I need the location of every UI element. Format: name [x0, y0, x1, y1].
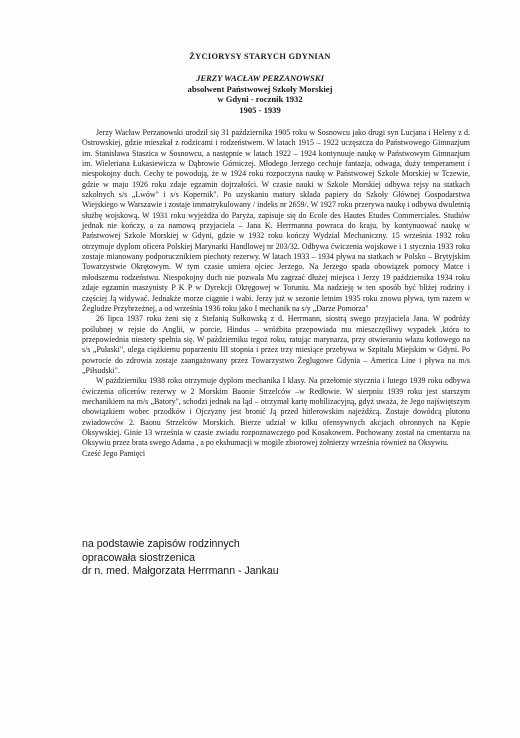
paragraph: 26 lipca 1937 roku żeni się z Stefanią Sułkowską z d. Herrmann, siostrą swego przyjaciela Jana. W podróży poślubnej w rejsie do Anglii, w porcie, Hindus – wróżbita przepowiada mu mieszczęśliwy wypadek ,która to przepowiednia niestety spełnia się. W październiku tegoż roku, ratując marynarza, przy otwieraniu włazu kotłowego na s/s „Pułaski", ulega ciężkiemu poparzeniu III stopnia i przez trzy miesiące przebywa w Szpitalu Miejskim w Gdyni. Po powrocie do zdrowia zostaje zaangażowany przez Towarzystwo Żeglugowe Gdynia – America Line i pływa na m/s „Piłsudski". [82, 314, 470, 375]
credit-line: dr n. med. Małgorzata Herrmann - Jankau [82, 565, 279, 578]
credit-line: na podstawie zapisów rodzinnych [82, 538, 240, 550]
credit-line: opracowała siostrzenica [82, 551, 196, 564]
biography-header [0, 73, 520, 115]
series-title: ŻYCIORYSY STARYCH GDYNIAN [189, 52, 331, 61]
person-name: JERZY WACŁAW PERZANOWSKI [196, 73, 324, 83]
header-line-1: absolwent Państwowej Szkoły Morskiej [187, 83, 333, 94]
author-credits [82, 538, 342, 579]
life-years: 1905 - 1939 [239, 104, 281, 115]
paragraph: Jerzy Wacław Perzanowski urodził się 31 października 1905 roku w Sosnowcu jako drugi syn Lucjana i Heleny z d. Ostrowskiej, gdzie mieszkał z rodzicami i rodzeństwem. W latach 1915 – 1922 uczęszcza do Państwowego Gimnazjum im. Stanisława Staszica w Sosnowcu, a następnie w latach 1922 – 1924 kontynuuje naukę w Państwowym Gimnazjum im. Wieleriana Łukasiewicza w Dąbrowie Górniczej. Młodego Jerzego cechuje fantazja, odwaga, duży temperament i niespokojny duch. Cechy te powodują, że w 1924 roku rozpoczyna naukę w Państwowej Szkole Morskiej w Tczewie, gdzie w maju 1926 roku zdaje egzamin dojrzałości. W czasie nauki w Szkole Morskiej odbywa rejsy na statkach szkolnych s/s „Lwów" i s/s Kopernik". Po uzyskaniu matury składa papiery do Szkoły Głównej Gospodarstwa Wiejskiego w Warszawie i zostaje immatrykulowany / indeks nr 2659/. W 1927 roku przerywa naukę i odbywa dwuletnią służbę wojskową. W 1931 roku wyjeżdża do Paryża, zapisuje się do Ecole des Hautes Etudes Commerciales. Studiów jednak nie kończy, a za namową przyjaciela – Jana K. Herrmanna powraca do kraju, by kontynuować naukę w Państwowej Szkole Morskiej w Gdyni, gdzie w 1932 roku kończy Wydział Mechaniczny. 15 września 1932 roku otrzymuje dyplom oficera Polskiej Marynarki Handlowej nr 203/32. Odbywa ćwiczenia wojskowe i 1 stycznia 1933 roku zostaje mianowany podporucznikiem piechoty rezerwy. W latach 1933 – 1934 pływa na statkach w Polsko – Brytyjskim Towarzystwie Okrętowym. W tym czasie umiera ojciec Jerzego. Na Jerzego spada obowiązek pomocy Matce i młodszemu rodzeństwu. Niespokojny duch nie pozwala Mu zagrzać dłużej miejsca i Jerzy 19 października 1934 roku zdaje egzamin maszynisty P K P w Dyrekcji Okręgowej w Toruniu. Ma nadzieję w ten sposób być bliżej rodziny i częściej Ją widywać. Jednakże morze ciągnie i wabi. Jerzy już w sezonie letnim 1935 roku znowu pływa, tym razem w Żegludze Przybrzeżnej, a od września 1936 roku jako I mechanik na s/y „Darze Pomorza" [82, 128, 470, 313]
header-line-2: w Gdyni - rocznik 1932 [217, 94, 303, 105]
closing-line: Cześć Jego Pamięci [82, 448, 146, 458]
biography-body [82, 128, 470, 459]
paragraph: W październiku 1938 roku otrzymuje dyplom mechanika I klasy. Na przełomie stycznia i lutego 1939 roku odbywa ćwiczenia oficerów rezerwy w 2 Morskim Baonie Strzelców –w Redłowie. W sierpniu 1939 roku jest starszym mechanikiem na m/s „Batory", schodzi jednak na ląd – otrzymał kartę mobilizacyjną, gdyż uważa, że Jego najświętszym obowiązkiem wobec przodków i Ojczyzny jest bronić Ją przed hitlerowskim najeźdźcą. Zostaje dowódcą plutonu zwiadowców 2. Baonu Strzelców Morskich. Bierze udział w kilku ofensywnych akcjach obronnych na Kępie Oksywskiej. Ginie 13 września w czasie zwiadu rozpoznawczego pod Kosakowem. Pochowany został na cmentarzu na Oksywiu przez brata swego Adama , a po ekshumacji w mogile zbiorowej żołnierzy września również na Oksywiu. [82, 376, 470, 448]
